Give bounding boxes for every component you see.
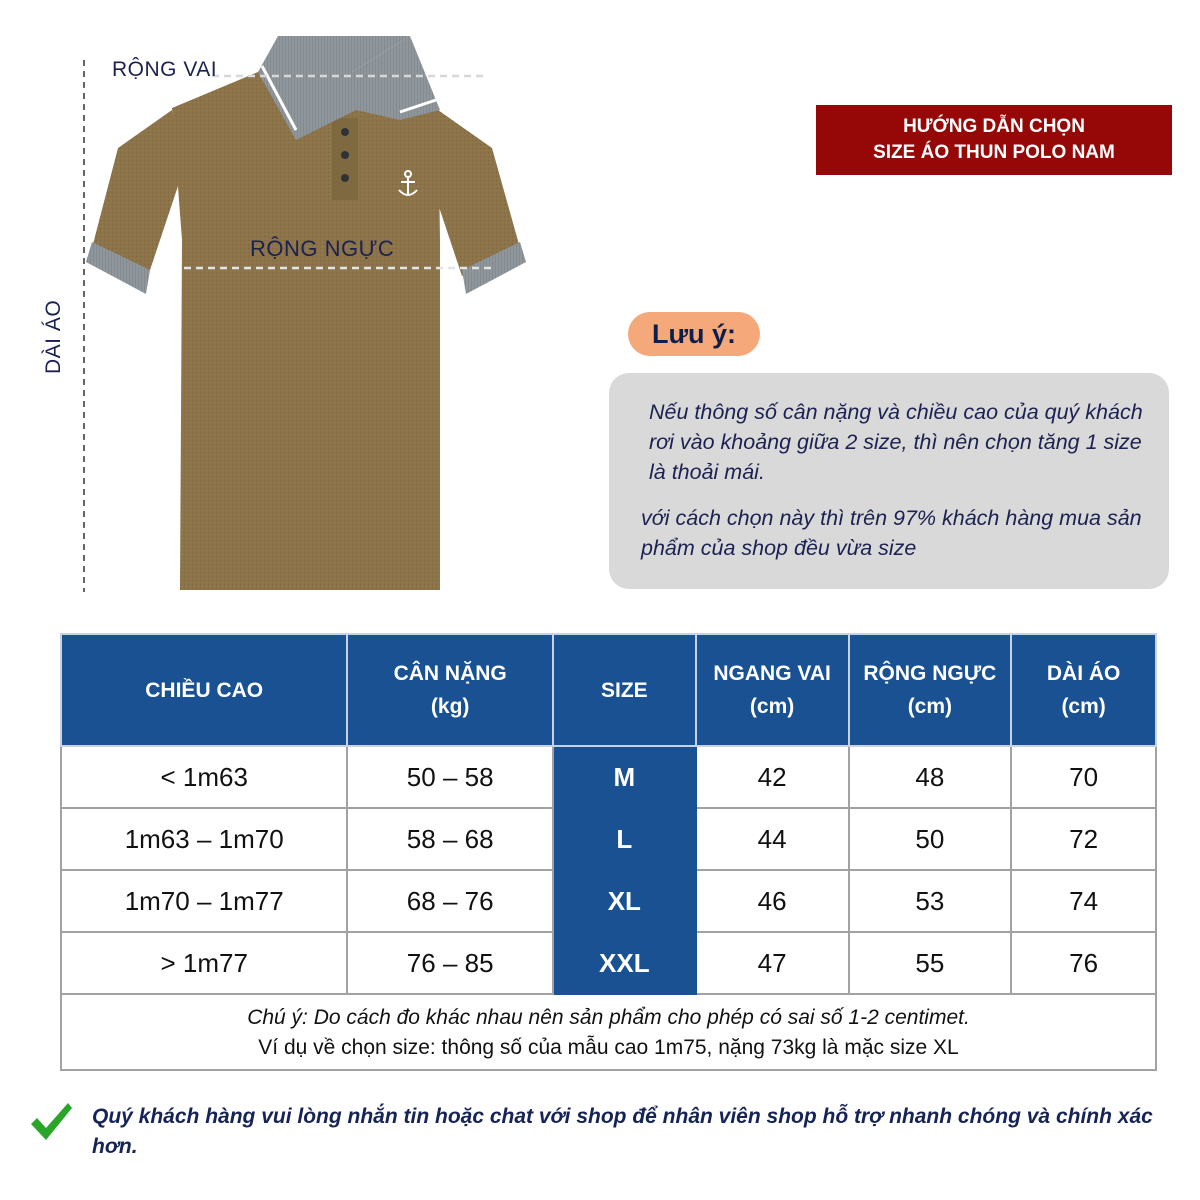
- size-table: [60, 633, 1157, 1071]
- cell-shoulder: 47: [696, 932, 849, 994]
- polo-shirt-icon: [0, 0, 600, 610]
- cell-chest: 48: [849, 746, 1012, 808]
- note-paragraph-2: với cách chọn này thì trên 97% khách hàng mua sản phẩm của shop đều vừa size: [641, 506, 1142, 560]
- cell-length: 72: [1011, 808, 1156, 870]
- shirt-illustration: [0, 0, 600, 610]
- cell-size: L: [553, 808, 696, 870]
- header-weight: CÂN NẶNG (kg): [347, 634, 553, 746]
- cell-height: < 1m63: [61, 746, 347, 808]
- cell-weight: 76 – 85: [347, 932, 553, 994]
- note-paragraph-1: Nếu thông số cân nặng và chiều cao của quý khách rơi vào khoảng giữa 2 size, thì nên chọn tăng 1 size là thoải mái.: [649, 400, 1143, 484]
- table-row: [61, 870, 1156, 932]
- table-footnote: [61, 994, 1156, 1070]
- footnote-example: Ví dụ về chọn size: thông số của mẫu cao 1m75, nặng 73kg là mặc size XL: [258, 1036, 959, 1059]
- header-chest: RỘNG NGỰC (cm): [849, 634, 1012, 746]
- cell-shoulder: 46: [696, 870, 849, 932]
- header-shoulder: NGANG VAI (cm): [696, 634, 849, 746]
- header-length: DÀI ÁO (cm): [1011, 634, 1156, 746]
- header-size: SIZE: [553, 634, 696, 746]
- table-footnote-row: [61, 994, 1156, 1070]
- table-row: [61, 932, 1156, 994]
- banner-line-2: SIZE ÁO THUN POLO NAM: [873, 142, 1115, 163]
- contact-shop-message: Quý khách hàng vui lòng nhắn tin hoặc chat với shop để nhân viên shop hỗ trợ nhanh chóng và chính xác hơn.: [92, 1105, 1153, 1158]
- cell-height: 1m63 – 1m70: [61, 808, 347, 870]
- chest-width-label: RỘNG NGỰC: [250, 236, 395, 261]
- cell-weight: 50 – 58: [347, 746, 553, 808]
- shirt-length-label: DÀI ÁO: [42, 299, 65, 374]
- table-header-row: [61, 634, 1156, 746]
- cell-length: 76: [1011, 932, 1156, 994]
- footnote-tolerance: Chú ý: Do cách đo khác nhau nên sản phẩm cho phép có sai số 1-2 centimet.: [247, 1006, 970, 1029]
- banner-line-1: HƯỚNG DẪN CHỌN: [903, 116, 1085, 137]
- cell-length: 70: [1011, 746, 1156, 808]
- cell-height: 1m70 – 1m77: [61, 870, 347, 932]
- note-title: Lưu ý:: [628, 312, 760, 356]
- cell-shoulder: 44: [696, 808, 849, 870]
- table-row: [61, 746, 1156, 808]
- cell-size: XL: [553, 870, 696, 932]
- cell-weight: 68 – 76: [347, 870, 553, 932]
- cell-size: M: [553, 746, 696, 808]
- cell-chest: 53: [849, 870, 1012, 932]
- cell-chest: 50: [849, 808, 1012, 870]
- shoulder-width-label: RỘNG VAI: [112, 58, 218, 81]
- cell-chest: 55: [849, 932, 1012, 994]
- cell-size: XXL: [553, 932, 696, 994]
- cell-height: > 1m77: [61, 932, 347, 994]
- table-row: [61, 808, 1156, 870]
- header-height: CHIỀU CAO: [61, 634, 347, 746]
- checkmark-icon: [28, 1100, 74, 1144]
- cell-length: 74: [1011, 870, 1156, 932]
- cell-shoulder: 42: [696, 746, 849, 808]
- cell-weight: 58 – 68: [347, 808, 553, 870]
- note-box: [609, 373, 1169, 589]
- size-guide-banner: [816, 105, 1172, 175]
